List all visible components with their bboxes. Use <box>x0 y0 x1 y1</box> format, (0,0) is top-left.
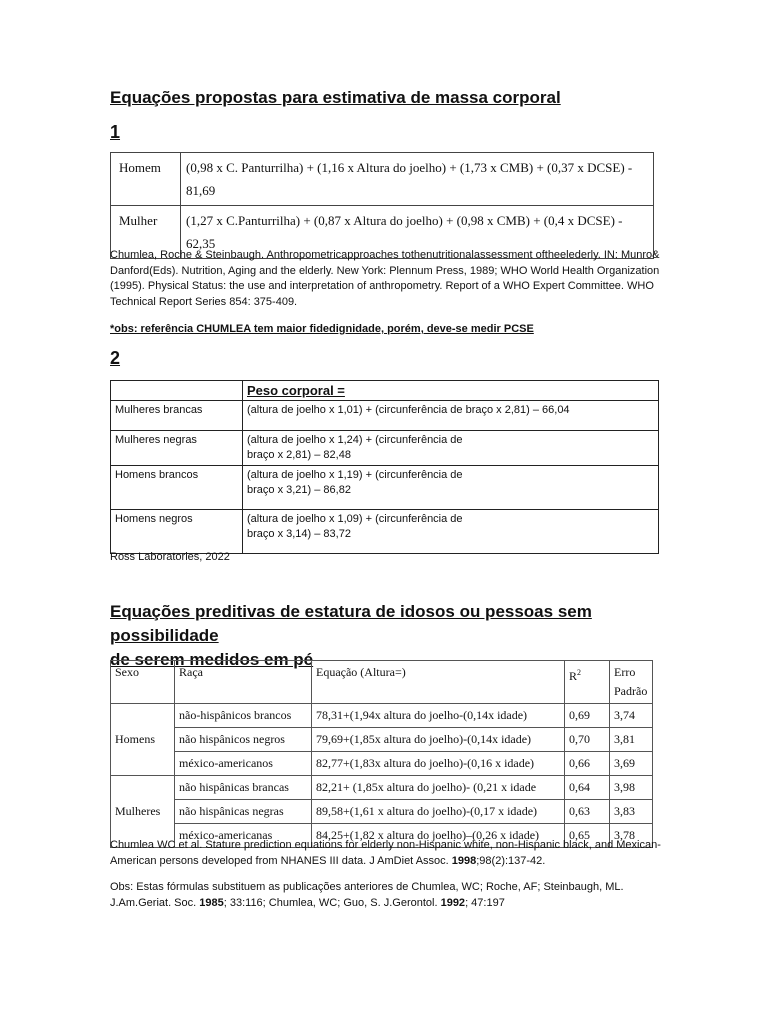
r2-cell: 0,69 <box>565 704 610 728</box>
formula-line: braço x 2,81) – 82,48 <box>247 449 351 461</box>
ref-text: Chumlea WC et al. Stature prediction equations for elderly non-Hispanic white, non-Hispanic black, and Mexican-American persons developed from NHANES III data. J AmDiet Assoc. <box>110 839 661 867</box>
r2-superscript: 2 <box>577 668 582 677</box>
row-formula: (0,98 x C. Panturrilha) + (1,16 x Altura do joelho) + (1,73 x CMB) + (0,37 x DCSE) - 81,69 <box>181 153 654 206</box>
table-row <box>111 752 653 776</box>
obs-text: ; 33:116; Chumlea, WC; Guo, S. J.Gerontol. <box>223 896 441 909</box>
raca-cell: não hispânicas brancas <box>175 776 312 800</box>
sexo-cell: Mulheres <box>111 776 175 848</box>
header-erro <box>610 661 653 704</box>
table-row <box>111 704 653 728</box>
equation-cell: 79,69+(1,85x altura do joelho)-(0,14x idade) <box>312 728 565 752</box>
erro-line: Padrão <box>614 684 648 698</box>
erro-cell: 3,78 <box>610 824 653 848</box>
formula-line: (altura de joelho x 1,09) + (circunferência de <box>247 513 463 525</box>
row-label: Homens brancos <box>111 466 243 510</box>
erro-cell: 3,69 <box>610 752 653 776</box>
row-label: Mulheres negras <box>111 431 243 466</box>
row-formula <box>243 510 659 554</box>
stature-table-3 <box>110 660 653 848</box>
row-label: Mulher <box>111 206 181 259</box>
table-row <box>111 728 653 752</box>
formula-line: braço x 3,21) – 86,82 <box>247 484 351 496</box>
formula-line: braço x 3,14) – 83,72 <box>247 528 351 540</box>
formula-line: (altura de joelho x 1,24) + (circunferência de <box>247 434 463 446</box>
empty-header-cell <box>111 381 243 401</box>
erro-cell: 3,83 <box>610 800 653 824</box>
header-equacao: Equação (Altura=) <box>312 661 565 704</box>
table-row <box>111 776 653 800</box>
table-row <box>111 510 659 554</box>
raca-cell: não hispânicas negras <box>175 800 312 824</box>
row-label: Mulheres brancas <box>111 401 243 431</box>
raca-cell: méxico-americanas <box>175 824 312 848</box>
section1-title: Equações propostas para estimativa de massa corporal <box>110 88 561 107</box>
ref-text: ;98(2):137-42. <box>476 854 546 867</box>
equation-cell: 89,58+(1,61 x altura do joelho)-(0,17 x idade) <box>312 800 565 824</box>
section3-obs <box>110 880 670 911</box>
raca-cell: não-hispânicos brancos <box>175 704 312 728</box>
formula-line: (altura de joelho x 1,19) + (circunferência de <box>247 469 463 481</box>
header-r2 <box>565 661 610 704</box>
equation-cell: 82,21+ (1,85x altura do joelho)- (0,21 x idade <box>312 776 565 800</box>
row-label: Homem <box>111 153 181 206</box>
section1-number: 1 <box>110 122 121 142</box>
r2-cell: 0,63 <box>565 800 610 824</box>
title-line: Equações preditivas de estatura de idosos ou pessoas sem possibilidade <box>110 602 592 645</box>
equation-cell: 78,31+(1,94x altura do joelho-(0,14x idade) <box>312 704 565 728</box>
table-header-row <box>111 381 659 401</box>
raca-cell: méxico-americanos <box>175 752 312 776</box>
table-row <box>111 800 653 824</box>
header-sexo: Sexo <box>111 661 175 704</box>
r2-cell: 0,64 <box>565 776 610 800</box>
r2-cell: 0,66 <box>565 752 610 776</box>
body-mass-table-1 <box>110 152 654 259</box>
header-raca: Raça <box>175 661 312 704</box>
obs-text: Obs: Estas fórmulas substituem as publicações anteriores de Chumlea, WC; Roche, AF; Steinbaugh, ML. J.Am.Geriat. Soc. <box>110 881 624 909</box>
row-label: Homens negros <box>111 510 243 554</box>
row-formula <box>243 466 659 510</box>
table-row <box>111 431 659 466</box>
r2-label: R <box>569 669 578 683</box>
column-header: Peso corporal = <box>243 381 659 401</box>
erro-cell: 3,74 <box>610 704 653 728</box>
table-row <box>111 401 659 431</box>
raca-cell: não hispânicos negros <box>175 728 312 752</box>
section1-reference: Chumlea, Roche & Steinbaugh. Anthropometricapproaches tothenutritionalassessment oftheelederly. IN: Munro& Danford(Eds). Nutrition, Aging and the elderly. New York: Plennum Press, 1989; WHO World Health Organization (1995). Physical Status: the use and interpretation of anthropometry. Report of a WHO Expert Committee. WHO Technical Report Series 854: 375-409. <box>110 249 660 308</box>
section2-number: 2 <box>110 348 121 368</box>
erro-cell: 3,81 <box>610 728 653 752</box>
section3-reference <box>110 838 670 869</box>
row-formula <box>243 431 659 466</box>
row-formula: (1,27 x C.Panturrilha) + (0,87 x Altura do joelho) + (0,98 x CMB) + (0,4 x DCSE) - 62,35 <box>181 206 654 259</box>
ref-year: 1998 <box>451 854 477 867</box>
obs-year: 1992 <box>440 896 466 909</box>
section1-obs: *obs: referência CHUMLEA tem maior fidedignidade, porém, deve-se medir PCSE <box>110 323 534 335</box>
section2-reference: Ross Laboratories, 2022 <box>110 551 230 563</box>
title-line: de serem medidos em pé <box>110 650 314 669</box>
obs-text: ; 47:197 <box>465 896 505 909</box>
row-formula: (altura de joelho x 1,01) + (circunferência de braço x 2,81) – 66,04 <box>243 401 659 431</box>
obs-year: 1985 <box>199 896 224 909</box>
table-row <box>111 153 654 206</box>
table-row <box>111 466 659 510</box>
erro-cell: 3,98 <box>610 776 653 800</box>
erro-line: Erro <box>614 665 636 679</box>
equation-cell: 82,77+(1,83x altura do joelho)-(0,16 x idade) <box>312 752 565 776</box>
equation-cell: 84,25+(1,82 x altura do joelho)–(0,26 x idade) <box>312 824 565 848</box>
sexo-cell: Homens <box>111 704 175 776</box>
body-weight-table-2 <box>110 380 659 554</box>
r2-cell: 0,65 <box>565 824 610 848</box>
r2-cell: 0,70 <box>565 728 610 752</box>
table-header-row <box>111 661 653 704</box>
